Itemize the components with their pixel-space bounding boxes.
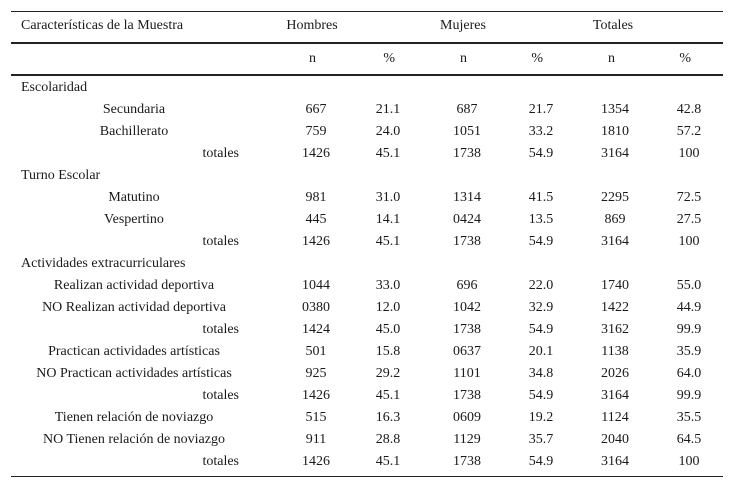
cell-hombres-pct: 45.1 [375,388,401,403]
subheader-row [11,48,723,70]
cell-mujeres-pct: 41.5 [528,190,554,205]
cell-mujeres-pct: 13.5 [528,212,554,227]
cell-hombres-pct: 16.3 [375,410,401,425]
cell-totales-pct: 99.9 [676,322,702,337]
cell-mujeres-pct: 21.7 [528,102,554,117]
cell-hombres-pct: 28.8 [375,432,401,447]
table-row [11,209,723,231]
row-label: NO Tienen relación de noviazgo [43,432,225,447]
cell-hombres-pct: 45.1 [375,454,401,469]
cell-totales-pct: 64.0 [676,366,702,381]
subheader-mujeres-pct: % [531,51,543,66]
cell-mujeres-n: 1314 [453,190,481,205]
cell-totales-n: 1740 [601,278,629,293]
cell-hombres-n: 925 [305,366,327,381]
cell-mujeres-n: 0637 [453,344,481,359]
cell-mujeres-pct: 33.2 [528,124,554,139]
cell-totales-n: 1422 [601,300,629,315]
cell-totales-pct: 72.5 [676,190,702,205]
header-characteristics: Características de la Muestra [21,18,184,33]
cell-totales-n: 1138 [601,344,629,359]
table-row [11,429,723,451]
cell-totales-n: 3164 [601,234,629,249]
table-row [11,341,723,363]
row-label: totales [202,388,239,403]
row-label: Vespertino [104,212,164,227]
table-header [11,15,723,37]
table-row [11,187,723,209]
cell-totales-n: 2026 [601,366,629,381]
row-label: Matutino [108,190,160,205]
cell-hombres-n: 1426 [302,388,330,403]
row-label: totales [202,146,239,161]
section-row [11,253,723,275]
cell-totales-n: 2040 [601,432,629,447]
cell-totales-pct: 57.2 [676,124,702,139]
table-row [11,99,723,121]
cell-totales-n: 869 [604,212,626,227]
cell-mujeres-n: 1738 [453,146,481,161]
cell-mujeres-n: 0609 [453,410,481,425]
row-label: Practican actividades artísticas [48,344,220,359]
cell-hombres-n: 1426 [302,146,330,161]
cell-totales-pct: 99.9 [676,388,702,403]
cell-mujeres-n: 1051 [453,124,481,139]
totals-row [11,451,723,473]
cell-mujeres-pct: 54.9 [528,388,554,403]
cell-hombres-pct: 29.2 [375,366,401,381]
cell-hombres-pct: 21.1 [375,102,401,117]
cell-hombres-n: 1426 [302,454,330,469]
cell-mujeres-n: 1738 [453,234,481,249]
cell-totales-n: 3164 [601,454,629,469]
cell-mujeres-n: 1738 [453,322,481,337]
cell-hombres-n: 515 [305,410,327,425]
cell-mujeres-n: 1042 [453,300,481,315]
header-rule [11,42,723,44]
table-row [11,407,723,429]
cell-mujeres-pct: 34.8 [528,366,554,381]
cell-hombres-n: 981 [305,190,327,205]
cell-mujeres-n: 696 [456,278,478,293]
header-mujeres: Mujeres [440,18,486,33]
cell-mujeres-n: 1129 [453,432,481,447]
section-label: Turno Escolar [21,168,101,183]
cell-mujeres-n: 1101 [453,366,481,381]
cell-totales-pct: 35.9 [676,344,702,359]
cell-mujeres-pct: 35.7 [528,432,554,447]
cell-hombres-n: 911 [305,432,327,447]
subheader-hombres-pct: % [383,51,395,66]
cell-mujeres-n: 1738 [453,454,481,469]
subheader-rule [11,74,723,76]
cell-mujeres-n: 687 [456,102,478,117]
cell-hombres-pct: 33.0 [375,278,401,293]
cell-hombres-pct: 45.0 [375,322,401,337]
cell-hombres-n: 759 [305,124,327,139]
subheader-mujeres-n: n [460,51,467,66]
cell-hombres-n: 445 [305,212,327,227]
section-row [11,77,723,99]
subheader-totales-pct: % [679,51,691,66]
subheader-totales-n: n [608,51,615,66]
top-rule [11,11,723,12]
section-label: Actividades extracurriculares [21,256,186,271]
cell-mujeres-pct: 32.9 [528,300,554,315]
cell-mujeres-pct: 54.9 [528,322,554,337]
header-totales: Totales [592,18,634,33]
bottom-rule [11,476,723,477]
cell-totales-pct: 64.5 [676,432,702,447]
row-label: Tienen relación de noviazgo [54,410,214,425]
cell-totales-pct: 42.8 [676,102,702,117]
cell-totales-n: 3164 [601,388,629,403]
cell-hombres-pct: 45.1 [375,234,401,249]
totals-row [11,143,723,165]
table-row [11,121,723,143]
subheader-hombres-n: n [309,51,316,66]
cell-hombres-n: 1044 [302,278,330,293]
cell-mujeres-pct: 22.0 [528,278,554,293]
row-label: Secundaria [102,102,166,117]
table-row [11,363,723,385]
cell-hombres-n: 501 [305,344,327,359]
table-row [11,297,723,319]
row-label: Bachillerato [99,124,169,139]
cell-hombres-n: 1426 [302,234,330,249]
cell-totales-n: 1124 [601,410,629,425]
row-label: NO Practican actividades artísticas [36,366,232,381]
cell-totales-n: 3162 [601,322,629,337]
header-hombres: Hombres [286,18,338,33]
cell-totales-n: 1354 [601,102,629,117]
cell-hombres-pct: 14.1 [375,212,401,227]
cell-hombres-pct: 31.0 [375,190,401,205]
totals-row [11,319,723,341]
cell-totales-n: 2295 [601,190,629,205]
cell-hombres-n: 667 [305,102,327,117]
cell-totales-pct: 100 [678,146,700,161]
cell-hombres-pct: 45.1 [375,146,401,161]
cell-mujeres-pct: 19.2 [528,410,554,425]
row-label: NO Realizan actividad deportiva [42,300,226,315]
cell-totales-pct: 35.5 [676,410,702,425]
cell-totales-n: 1810 [601,124,629,139]
cell-hombres-pct: 24.0 [375,124,401,139]
cell-totales-n: 3164 [601,146,629,161]
cell-mujeres-pct: 54.9 [528,234,554,249]
section-row [11,165,723,187]
row-label: Realizan actividad deportiva [53,278,215,293]
cell-totales-pct: 100 [678,454,700,469]
cell-hombres-n: 0380 [302,300,330,315]
table-row [11,275,723,297]
row-label: totales [202,322,239,337]
cell-mujeres-n: 0424 [453,212,481,227]
totals-row [11,385,723,407]
totals-row [11,231,723,253]
row-label: totales [202,454,239,469]
section-label: Escolaridad [21,80,88,95]
cell-mujeres-pct: 54.9 [528,454,554,469]
cell-hombres-pct: 15.8 [375,344,401,359]
cell-hombres-n: 1424 [302,322,330,337]
cell-totales-pct: 55.0 [676,278,702,293]
cell-mujeres-n: 1738 [453,388,481,403]
cell-mujeres-pct: 20.1 [528,344,554,359]
cell-mujeres-pct: 54.9 [528,146,554,161]
row-label: totales [202,234,239,249]
cell-totales-pct: 100 [678,234,700,249]
cell-hombres-pct: 12.0 [375,300,401,315]
cell-totales-pct: 44.9 [676,300,702,315]
cell-totales-pct: 27.5 [676,212,702,227]
